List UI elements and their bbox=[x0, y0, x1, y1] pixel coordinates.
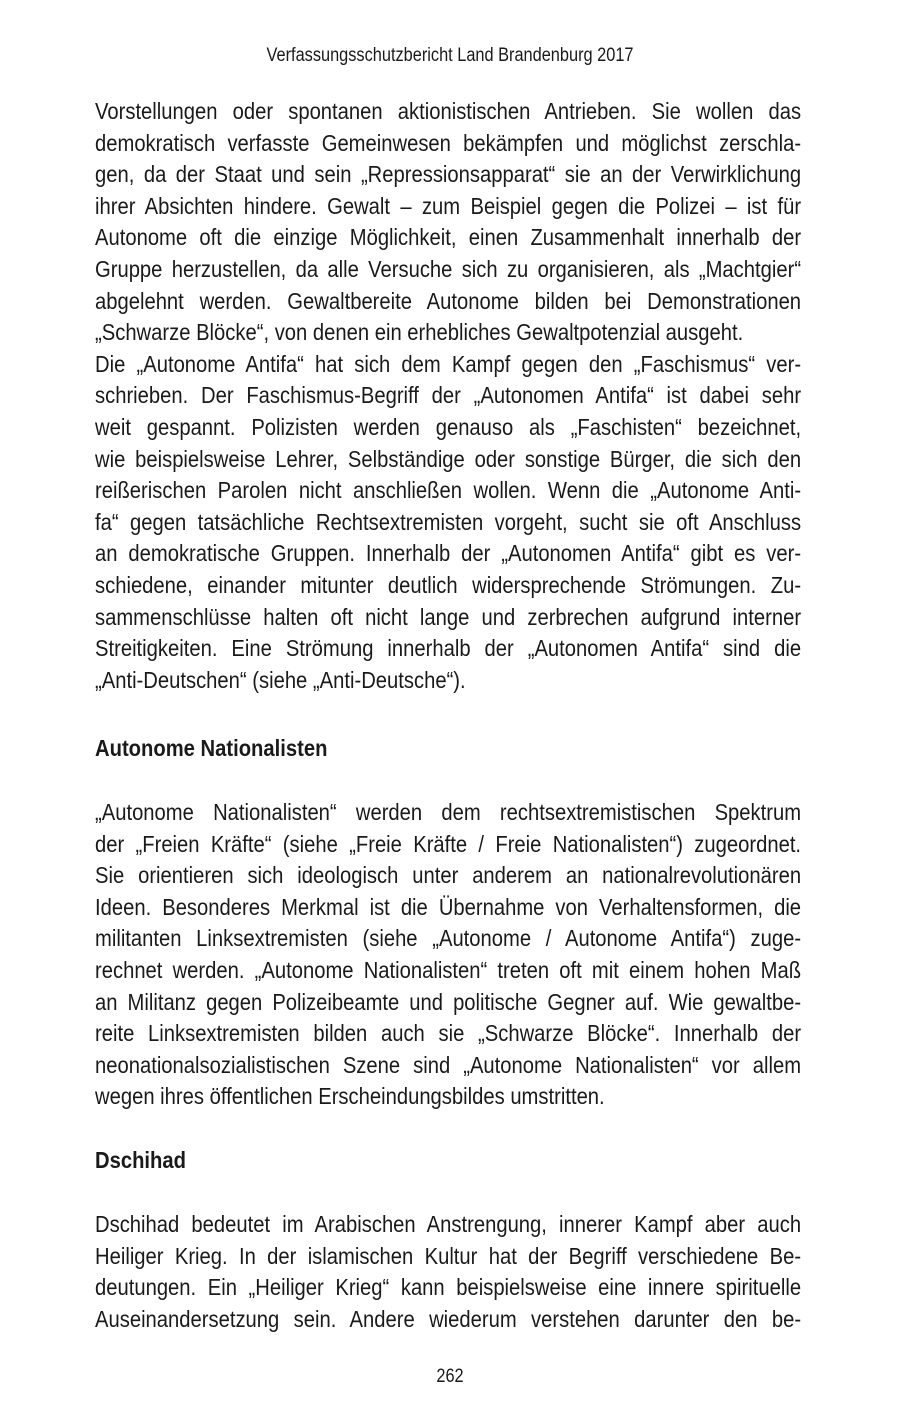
body-paragraph-autonome bbox=[95, 96, 801, 696]
text-line: Vorstellungen oder spontanen aktionistischen Antrieben. Sie wollen das bbox=[95, 98, 802, 124]
text-line: ihrer Absichten hindere. Gewalt – zum Beispiel gegen die Polizei – ist für bbox=[95, 192, 802, 219]
section-heading-dschihad: Dschihad bbox=[95, 1147, 186, 1173]
text-line: sammenschlüsse halten oft nicht lange und zerbrechen aufgrund interner bbox=[95, 603, 802, 630]
text-line: „Schwarze Blöcke“, von denen ein erhebliches Gewaltpotenzial ausgeht. bbox=[95, 319, 744, 346]
text-line: „Autonome Nationalisten“ werden dem rechtsextremistischen Spektrum bbox=[95, 799, 802, 825]
text-line: Auseinandersetzung sein. Andere wiederum verstehen darunter den be- bbox=[95, 1305, 802, 1332]
text-line: Ideen. Besonderes Merkmal ist die Übernahme von Verhaltensformen, die bbox=[95, 893, 802, 920]
running-header: Verfassungsschutzbericht Land Brandenburg 2017 bbox=[266, 45, 634, 66]
text-line: deutungen. Ein „Heiliger Krieg“ kann beispielsweise eine innere spirituelle bbox=[95, 1274, 802, 1301]
text-line: reite Linksextremisten bilden auch sie „Schwarze Blöcke“. Innerhalb der bbox=[95, 1020, 802, 1047]
text-line: Dschihad bedeutet im Arabischen Anstrengung, innerer Kampf aber auch bbox=[95, 1211, 802, 1237]
text-line: Gruppe herzustellen, da alle Versuche sich zu organisieren, als „Machtgier“ bbox=[95, 255, 802, 282]
page-number: 262 bbox=[436, 1366, 464, 1387]
text-line: an demokratische Gruppen. Innerhalb der „Autonomen Antifa“ gibt es ver- bbox=[95, 540, 802, 567]
body-paragraph-autonome-nationalisten bbox=[95, 797, 801, 1113]
text-line: abgelehnt werden. Gewaltbereite Autonome bilden bei Demonstrationen bbox=[95, 287, 802, 314]
text-line: demokratisch verfasste Gemeinwesen bekämpfen und möglichst zerschla- bbox=[95, 129, 802, 156]
text-line: schiedene, einander mitunter deutlich widersprechende Strömungen. Zu- bbox=[95, 571, 802, 598]
section-heading-autonome-nationalisten: Autonome Nationalisten bbox=[95, 735, 328, 761]
text-line: Die „Autonome Antifa“ hat sich dem Kampf gegen den „Faschismus“ ver- bbox=[95, 350, 802, 377]
text-line: Streitigkeiten. Eine Strömung innerhalb der „Autonomen Antifa“ sind die bbox=[95, 635, 802, 662]
text-line: wie beispielsweise Lehrer, Selbständige oder sonstige Bürger, die sich den bbox=[95, 445, 802, 472]
text-line: Sie orientieren sich ideologisch unter anderem an nationalrevolutionären bbox=[95, 862, 802, 889]
text-line: fa“ gegen tatsächliche Rechtsextremisten vorgeht, sucht sie oft Anschluss bbox=[95, 508, 802, 535]
text-line: gen, da der Staat und sein „Repressionsapparat“ sie an der Verwirklichung bbox=[95, 161, 802, 188]
text-line: reißerischen Parolen nicht anschließen wollen. Wenn die „Autonome Anti- bbox=[95, 477, 802, 504]
text-line: der „Freien Kräfte“ (siehe „Freie Kräfte / Freie Nationalisten“) zugeordnet. bbox=[95, 830, 802, 857]
text-line: wegen ihres öffentlichen Erscheindungsbildes umstritten. bbox=[95, 1083, 605, 1110]
text-line: Autonome oft die einzige Möglichkeit, einen Zusammenhalt innerhalb der bbox=[95, 224, 802, 251]
text-line: an Militanz gegen Polizeibeamte und politische Gegner auf. Wie gewaltbe- bbox=[95, 988, 802, 1015]
text-line: rechnet werden. „Autonome Nationalisten“ treten oft mit einem hohen Maß bbox=[95, 956, 802, 983]
text-line: „Anti-Deutschen“ (siehe „Anti-Deutsche“). bbox=[95, 666, 466, 693]
text-line: neonationalsozialistischen Szene sind „Autonome Nationalisten“ vor allem bbox=[95, 1051, 802, 1078]
text-line: weit gespannt. Polizisten werden genauso als „Faschisten“ bezeichnet, bbox=[95, 413, 802, 440]
text-line: militanten Linksextremisten (siehe „Autonome / Autonome Antifa“) zuge- bbox=[95, 925, 802, 952]
body-paragraph-dschihad bbox=[95, 1209, 801, 1335]
text-line: schrieben. Der Faschismus-Begriff der „Autonomen Antifa“ ist dabei sehr bbox=[95, 382, 802, 409]
text-line: Heiliger Krieg. In der islamischen Kultur hat der Begriff verschiedene Be- bbox=[95, 1242, 802, 1269]
